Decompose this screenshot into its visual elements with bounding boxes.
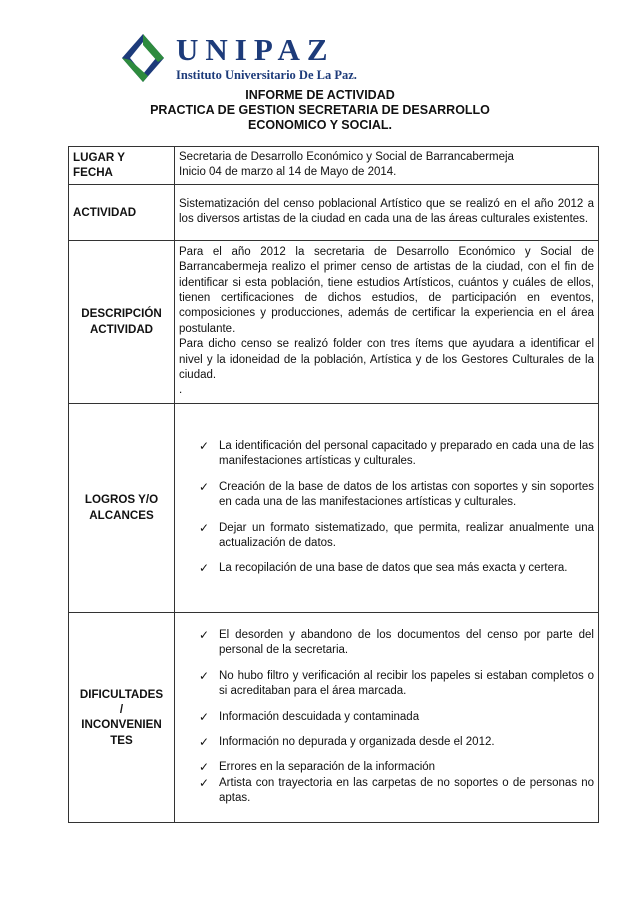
lugar-text: Secretaria de Desarrollo Económico y Social de Barrancabermeja	[179, 151, 514, 163]
check-icon: ✓	[199, 479, 210, 494]
logros-list	[179, 439, 594, 577]
list-item: ✓ La recopilación de una base de datos que sea más exacta y certera.	[199, 561, 568, 576]
value-descripcion	[175, 240, 599, 403]
fecha-text: Inicio 04 de marzo al 14 de Mayo de 2014.	[179, 166, 397, 179]
descripcion-para-1: Para el año 2012 la secretaria de Desarrollo Económico y Social de Barrancabermeja realizo el primer censo de artistas de la ciudad, con el fin de identificar si esta población, tiene estudios Artísticos, cuántos y cuáles de ellos, tienen certificaciones de dichos estudios, de participación en eventos, composiciones y producciones, además de certificar la experiencia en el área postulante.	[179, 245, 594, 335]
check-icon: ✓	[199, 627, 210, 642]
value-lugar-fecha	[175, 147, 599, 185]
list-item: ✓ El desorden y abandono de los documentos del censo por parte del personal de la secretaria.	[199, 627, 594, 657]
check-icon: ✓	[199, 760, 210, 775]
label-dificultades: DIFICULTADES / INCONVENIEN TES	[69, 612, 175, 822]
check-icon: ✓	[199, 775, 210, 790]
report-heading	[130, 88, 510, 133]
logo-name: UNIPAZ	[176, 32, 335, 67]
row-actividad	[69, 184, 599, 240]
list-item: ✓ No hubo filtro y verificación al recibir los papeles si estaban completos o si acreditaban para el área marcada.	[199, 668, 594, 698]
check-icon: ✓	[199, 438, 210, 453]
list-item: ✓ Información no depurada y organizada desde el 2012.	[199, 735, 495, 750]
check-icon: ✓	[199, 735, 210, 750]
value-actividad: Sistematización del censo poblacional Artístico que se realizó en el año 2012 a los diversos artistas de la ciudad en cada una de las áreas culturales existentes.	[175, 184, 599, 240]
list-item: ✓ Información descuidada y contaminada	[199, 709, 420, 724]
list-item: ✓ Creación de la base de datos de los artistas con soportes y sin soportes en cada una de las manifestaciones artísticas y culturales.	[199, 479, 594, 509]
label-descripcion: DESCRIPCIÓN ACTIVIDAD	[69, 240, 175, 403]
logo-subtitle: Instituto Universitario De La Paz.	[176, 68, 357, 82]
row-descripcion	[69, 240, 599, 403]
row-lugar-fecha	[69, 147, 599, 185]
check-icon: ✓	[199, 561, 210, 576]
descripcion-para-3: .	[179, 384, 183, 397]
label-actividad: ACTIVIDAD	[69, 184, 175, 240]
value-logros	[175, 403, 599, 612]
row-dificultades	[69, 612, 599, 822]
heading-line-2: PRACTICA DE GESTION SECRETARIA DE DESARROLLO	[150, 103, 490, 117]
activity-report-table	[68, 146, 599, 823]
label-lugar-fecha: LUGAR Y FECHA	[69, 147, 175, 185]
check-icon: ✓	[199, 709, 210, 724]
descripcion-para-2: Para dicho censo se realizó folder con tres ítems que ayudara a identificar el nivel y la idoneidad de la población, Artística y de los Gestores Culturales de la ciudad.	[179, 338, 594, 382]
value-dificultades	[175, 612, 599, 822]
heading-line-1: INFORME DE ACTIVIDAD	[245, 88, 395, 102]
check-icon: ✓	[199, 520, 210, 535]
label-logros: LOGROS Y/O ALCANCES	[69, 403, 175, 612]
unipaz-emblem-icon	[118, 30, 168, 86]
check-icon: ✓	[199, 668, 210, 683]
row-logros	[69, 403, 599, 612]
list-item: ✓ Errores en la separación de la información	[199, 760, 436, 775]
list-item: ✓ Artista con trayectoria en las carpetas de no soportes o de personas no aptas.	[199, 775, 594, 805]
unipaz-logo	[118, 30, 398, 88]
heading-line-3: ECONOMICO Y SOCIAL.	[247, 118, 392, 132]
list-item: ✓ Dejar un formato sistematizado, que permita, realizar anualmente una actualización de datos.	[199, 520, 594, 549]
list-item: ✓ La identificación del personal capacitado y preparado en cada una de las manifestaciones artísticas y culturales.	[199, 438, 594, 468]
dificultades-list	[179, 628, 594, 807]
